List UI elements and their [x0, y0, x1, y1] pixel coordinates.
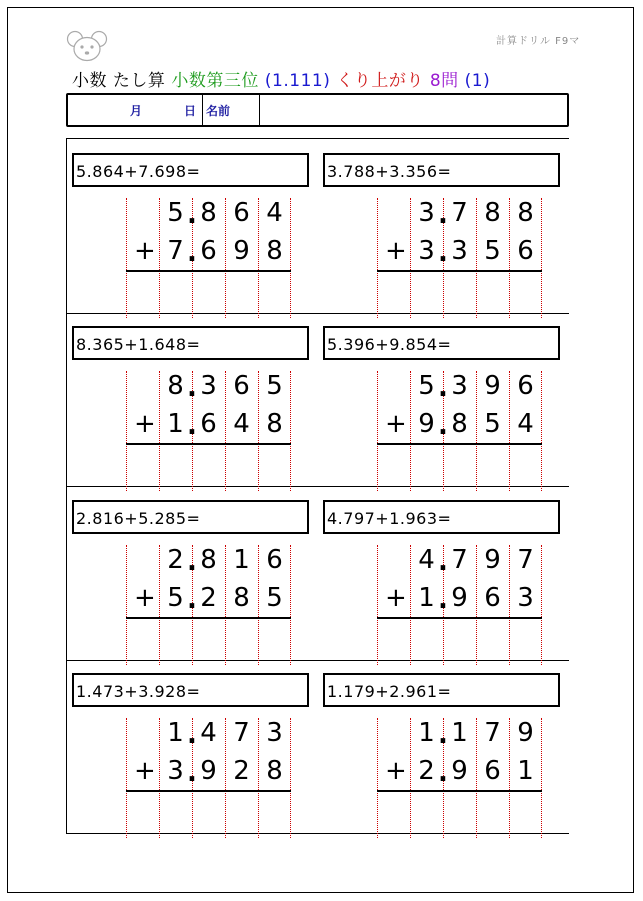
- title-part: 小数第三位: [171, 71, 259, 91]
- problem-expression: 5.396+9.854=: [323, 326, 560, 360]
- addend-digit: 1: [517, 756, 534, 786]
- plus-sign: +: [134, 756, 156, 786]
- sum-line: [377, 443, 542, 445]
- augend-digit: 7: [517, 545, 534, 575]
- decimal-point: .: [438, 373, 448, 403]
- augend-digit: 6: [517, 371, 534, 401]
- decimal-point: .: [438, 547, 448, 577]
- augend-digit: 4: [200, 718, 217, 748]
- addend-digit: 5: [484, 236, 501, 266]
- sum-line: [126, 790, 291, 792]
- answer-area[interactable]: [126, 621, 291, 655]
- augend-digit: 1: [233, 545, 250, 575]
- name-label: 名前: [206, 104, 231, 118]
- addend-digit: 3: [167, 756, 184, 786]
- augend-digit: 2: [167, 545, 184, 575]
- plus-sign: +: [134, 583, 156, 613]
- addend-digit: 6: [200, 236, 217, 266]
- augend-digit: 7: [484, 718, 501, 748]
- problem-expression: 1.473+3.928=: [72, 673, 309, 707]
- problem-5: [66, 487, 316, 659]
- augend-digit: 3: [451, 371, 468, 401]
- sum-line: [377, 270, 542, 272]
- addend-digit: 9: [451, 583, 468, 613]
- augend-digit: 8: [200, 198, 217, 228]
- decimal-point: .: [187, 200, 197, 230]
- addend-digit: 8: [451, 409, 468, 439]
- sum-line: [377, 617, 542, 619]
- augend-digit: 8: [200, 545, 217, 575]
- problem-1: [66, 140, 316, 312]
- plus-sign: +: [385, 409, 407, 439]
- augend-digit: 5: [418, 371, 435, 401]
- addend-digit: 2: [418, 756, 435, 786]
- answer-area[interactable]: [126, 447, 291, 481]
- decimal-point: .: [187, 238, 197, 268]
- augend-digit: 9: [484, 545, 501, 575]
- addend-digit: 9: [200, 756, 217, 786]
- addend-digit: 2: [200, 583, 217, 613]
- problem-expression: 5.864+7.698=: [72, 153, 309, 187]
- addend-digit: 3: [451, 236, 468, 266]
- augend-digit: 6: [233, 371, 250, 401]
- augend-digit: 7: [451, 198, 468, 228]
- augend-digit: 7: [233, 718, 250, 748]
- name-field[interactable]: [260, 95, 565, 125]
- addend-digit: 8: [266, 756, 283, 786]
- problem-6: [317, 487, 567, 659]
- augend-digit: 6: [233, 198, 250, 228]
- date-divider: [202, 95, 203, 125]
- decimal-point: .: [187, 373, 197, 403]
- title-part: くり上がり: [336, 71, 424, 91]
- problem-7: [66, 660, 316, 832]
- augend-digit: 9: [517, 718, 534, 748]
- augend-digit: 4: [266, 198, 283, 228]
- addend-digit: 5: [266, 583, 283, 613]
- problem-8: [317, 660, 567, 832]
- problem-expression: 2.816+5.285=: [72, 500, 309, 534]
- augend-digit: 9: [484, 371, 501, 401]
- name-date-row: [66, 93, 569, 127]
- addend-digit: 2: [233, 756, 250, 786]
- problem-expression: 1.179+2.961=: [323, 673, 560, 707]
- addend-digit: 8: [266, 236, 283, 266]
- addend-digit: 9: [418, 409, 435, 439]
- augend-digit: 1: [167, 718, 184, 748]
- augend-digit: 6: [266, 545, 283, 575]
- title-part: (1.111): [264, 71, 331, 91]
- answer-area[interactable]: [377, 447, 542, 481]
- plus-sign: +: [385, 583, 407, 613]
- sum-line: [126, 443, 291, 445]
- problem-expression: 8.365+1.648=: [72, 326, 309, 360]
- addend-digit: 7: [167, 236, 184, 266]
- brand-label: 計算ドリル F9マ: [496, 36, 581, 47]
- title-part: 8問: [429, 71, 459, 91]
- problem-3: [66, 313, 316, 485]
- month-label: 月: [130, 104, 143, 118]
- augend-digit: 3: [418, 198, 435, 228]
- addend-digit: 5: [167, 583, 184, 613]
- augend-digit: 8: [167, 371, 184, 401]
- decimal-point: .: [438, 411, 448, 441]
- addend-digit: 5: [484, 409, 501, 439]
- decimal-point: .: [187, 585, 197, 615]
- problem-4: [317, 313, 567, 485]
- augend-digit: 5: [167, 198, 184, 228]
- decimal-point: .: [187, 720, 197, 750]
- decimal-point: .: [187, 758, 197, 788]
- plus-sign: +: [385, 236, 407, 266]
- augend-digit: 7: [451, 545, 468, 575]
- sum-line: [126, 617, 291, 619]
- answer-area[interactable]: [126, 274, 291, 308]
- problem-2: [317, 140, 567, 312]
- addend-digit: 1: [418, 583, 435, 613]
- addend-digit: 6: [517, 236, 534, 266]
- augend-digit: 3: [266, 718, 283, 748]
- answer-area[interactable]: [377, 274, 542, 308]
- addend-digit: 8: [233, 583, 250, 613]
- augend-digit: 1: [418, 718, 435, 748]
- plus-sign: +: [134, 409, 156, 439]
- addend-digit: 6: [484, 583, 501, 613]
- augend-digit: 1: [451, 718, 468, 748]
- decimal-point: .: [187, 411, 197, 441]
- sum-line: [126, 270, 291, 272]
- addend-digit: 3: [418, 236, 435, 266]
- answer-area[interactable]: [126, 794, 291, 828]
- decimal-point: .: [438, 585, 448, 615]
- sum-line: [377, 790, 542, 792]
- augend-digit: 8: [484, 198, 501, 228]
- addend-digit: 4: [233, 409, 250, 439]
- addend-digit: 3: [517, 583, 534, 613]
- worksheet-title: [72, 66, 496, 91]
- answer-area[interactable]: [377, 621, 542, 655]
- decimal-point: .: [438, 758, 448, 788]
- addend-digit: 9: [233, 236, 250, 266]
- title-part: (1): [464, 71, 491, 91]
- addend-digit: 6: [200, 409, 217, 439]
- day-label: 日: [184, 104, 197, 118]
- addend-digit: 4: [517, 409, 534, 439]
- decimal-point: .: [187, 547, 197, 577]
- mouse-logo-icon: [66, 29, 108, 63]
- plus-sign: +: [134, 236, 156, 266]
- decimal-point: .: [438, 200, 448, 230]
- augend-digit: 8: [517, 198, 534, 228]
- decimal-point: .: [438, 238, 448, 268]
- addend-digit: 6: [484, 756, 501, 786]
- decimal-point: .: [438, 720, 448, 750]
- problem-expression: 4.797+1.963=: [323, 500, 560, 534]
- title-part: 小数 たし算: [72, 71, 166, 91]
- addend-digit: 9: [451, 756, 468, 786]
- addend-digit: 8: [266, 409, 283, 439]
- problem-expression: 3.788+3.356=: [323, 153, 560, 187]
- answer-area[interactable]: [377, 794, 542, 828]
- plus-sign: +: [385, 756, 407, 786]
- augend-digit: 3: [200, 371, 217, 401]
- augend-digit: 4: [418, 545, 435, 575]
- augend-digit: 5: [266, 371, 283, 401]
- addend-digit: 1: [167, 409, 184, 439]
